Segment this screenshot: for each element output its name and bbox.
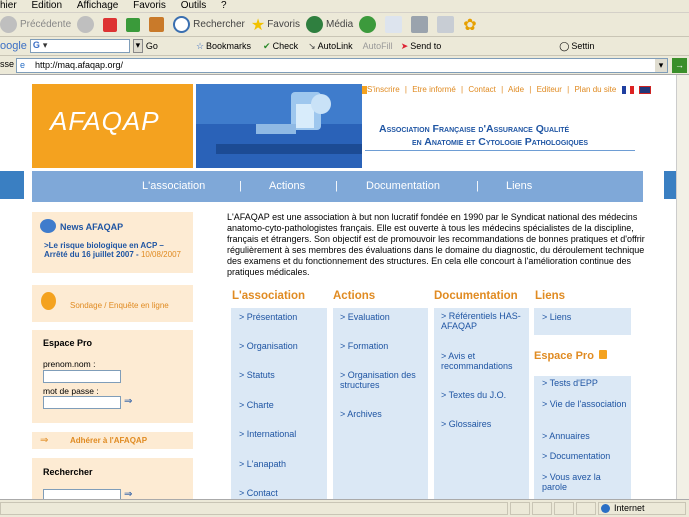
link-formation[interactable]: > Formation [340, 341, 389, 351]
forward-arrow-icon [77, 16, 94, 33]
news-icon [40, 219, 56, 233]
stay-informed-link[interactable]: Etre informé [412, 85, 456, 94]
link-presentation[interactable]: > Présentation [239, 312, 298, 322]
sep: | [567, 85, 570, 94]
microscope-image [196, 84, 362, 168]
link-documentation[interactable]: > Documentation [542, 451, 611, 461]
link-organisation[interactable]: > Organisation [239, 341, 298, 351]
nav-sep: | [239, 180, 242, 192]
sep: | [529, 85, 532, 94]
toolbar [0, 13, 689, 37]
search-panel [32, 458, 193, 499]
search-icon [173, 16, 190, 33]
refresh-button[interactable] [126, 18, 143, 32]
autofill-button[interactable]: AutoFill [362, 41, 393, 51]
link-annuaires[interactable]: > Annuaires [542, 431, 590, 441]
sep: | [461, 85, 464, 94]
sendto-button[interactable]: Send to [410, 41, 442, 51]
link-evaluation[interactable]: > Evaluation [340, 312, 390, 322]
history-icon [359, 16, 376, 33]
uk-flag-icon[interactable] [639, 86, 651, 94]
autolink-button[interactable]: AutoLink [317, 41, 353, 51]
link-international[interactable]: > International [239, 429, 297, 439]
main-nav [32, 171, 643, 202]
col-head-liens[interactable]: Liens [535, 290, 566, 302]
french-flag-icon[interactable] [622, 86, 634, 94]
login-input[interactable] [43, 370, 121, 383]
password-label: mot de passe : [43, 386, 99, 396]
survey-icon [41, 292, 56, 310]
messenger-button[interactable] [463, 15, 476, 35]
menu-bar [0, 0, 689, 13]
logo-text: AFAQAP [50, 106, 160, 136]
link-avis[interactable]: > Avis et recommandations [441, 351, 513, 371]
menu-view[interactable]: Affichage [76, 0, 119, 11]
microscope-banner [196, 84, 362, 168]
nav-documentation[interactable]: Documentation [366, 180, 440, 192]
nav-sep: | [335, 180, 338, 192]
login-label: prenom.nom : [43, 359, 96, 369]
print-button[interactable] [411, 16, 431, 33]
status-cell [576, 502, 596, 515]
spellcheck-icon: ✔ [263, 40, 271, 51]
status-cell [554, 502, 574, 515]
search-button[interactable]: Rechercher [173, 16, 245, 33]
page-viewport [0, 75, 689, 499]
check-button[interactable]: Check [272, 41, 299, 51]
nav-sep: | [476, 180, 479, 192]
address-label: sse [0, 59, 15, 69]
news-panel [32, 212, 193, 273]
join-link[interactable]: Adhérer à l'AFAQAP [70, 436, 148, 445]
contact-link[interactable]: Contact [468, 85, 496, 94]
menu-favorites[interactable]: Favoris [133, 0, 166, 11]
link-referentiels[interactable]: > Référentiels HAS-AFAQAP [441, 311, 521, 331]
mail-button[interactable] [385, 16, 405, 33]
password-input[interactable] [43, 396, 121, 409]
address-dropdown-icon[interactable]: ▾ [655, 59, 667, 72]
status-bar [0, 499, 689, 517]
link-textes-jo[interactable]: > Textes du J.O. [441, 390, 507, 400]
search-title: Rechercher [43, 467, 93, 477]
orange-square-icon [362, 86, 367, 94]
link-organisation-structures[interactable]: > Organisation des structures [340, 370, 416, 390]
google-logo: oogle [0, 40, 27, 52]
history-button[interactable] [359, 16, 379, 33]
espacepro-heading: Espace Pro [534, 350, 594, 362]
site-search-input[interactable] [43, 489, 121, 499]
col-head-actions[interactable]: Actions [333, 290, 376, 302]
link-archives[interactable]: > Archives [340, 409, 382, 419]
intro-text: L'AFAQAP est une association à but non lucratif fondée en 1990 par le Syndicat national des médecins anatomo-cyto-pathologistes français. Elle est ouverte à tous les médecins spécialistes de la discipline, français et étrangers. Son objectif est de promouvoir les recommandations de bonnes pratiques et d'offrir régulièrement à ses membres des évaluations dans le domaine du diagnostic, du déroulement technique des examens et du fonctionnement des structures. En cela elle concourt à l'amélioration continue des pratiques médicales. [227, 212, 645, 277]
google-search-box[interactable] [30, 39, 130, 53]
back-button[interactable]: Précédente [0, 16, 71, 33]
google-toolbar [0, 37, 689, 56]
organization-name: Association Française d'Assurance Qualité en Anatomie et Cytologie Pathologiques [379, 123, 589, 148]
top-links [367, 85, 654, 94]
autolink-icon: ↘ [308, 40, 316, 51]
divider [365, 150, 635, 151]
register-link[interactable]: S'inscrire [367, 85, 400, 94]
mail-icon [385, 16, 402, 33]
home-button[interactable] [149, 17, 167, 32]
status-cell [0, 502, 508, 515]
stop-icon [103, 18, 117, 32]
join-panel[interactable] [32, 432, 193, 449]
news-item-link[interactable]: >Le risque biologique en ACP – Arrêté du 16 juillet 2007 - 10/08/2007 [44, 241, 181, 259]
sep: | [501, 85, 504, 94]
afaqap-logo[interactable] [32, 84, 193, 168]
login-panel [32, 330, 193, 423]
google-go-button[interactable]: Go [145, 41, 158, 51]
survey-link[interactable]: Sondage / Enquête en ligne [70, 301, 169, 310]
lock-icon [599, 350, 607, 359]
menu-file[interactable]: hier [0, 0, 17, 11]
forward-button[interactable] [77, 16, 97, 33]
globe-icon [601, 504, 610, 513]
sep: | [404, 85, 407, 94]
star-icon: ★ [250, 16, 266, 34]
print-icon [411, 16, 428, 33]
zone-label: Internet [614, 503, 645, 513]
address-input[interactable]: e http://maq.afaqap.org/ ▾ [16, 58, 668, 73]
news-title: News AFAQAP [60, 222, 124, 232]
edit-button[interactable] [437, 16, 457, 33]
login-submit-arrow-icon[interactable]: ⇒ [124, 396, 133, 407]
survey-panel[interactable] [32, 285, 193, 322]
login-title: Espace Pro [43, 338, 93, 348]
page [24, 75, 664, 499]
address-bar [0, 56, 689, 75]
menu-help[interactable]: ? [221, 0, 227, 11]
ie-page-icon: e [20, 60, 26, 70]
media-button[interactable]: Média [306, 16, 353, 33]
nav-actions[interactable]: Actions [269, 180, 306, 192]
back-arrow-icon [0, 16, 17, 33]
home-icon [149, 17, 164, 32]
nav-links[interactable]: Liens [506, 180, 533, 192]
link-contact[interactable]: > Contact [239, 488, 278, 498]
link-glossaires[interactable]: > Glossaires [441, 419, 492, 429]
sendto-icon: ➤ [400, 40, 409, 51]
dropdown-icon[interactable]: ▾ [42, 40, 48, 50]
messenger-icon: ✿ [463, 16, 477, 34]
bookmarks-button[interactable]: Bookmarks [206, 41, 252, 51]
vertical-scrollbar[interactable] [676, 75, 689, 499]
link-tests-epp[interactable]: > Tests d'EPP [542, 378, 598, 388]
stop-button[interactable] [103, 18, 120, 32]
menu-edit[interactable]: Edition [31, 0, 63, 11]
status-cell [510, 502, 530, 515]
edit-icon [437, 16, 454, 33]
menu-tools[interactable]: Outils [180, 0, 207, 11]
documentation-box [434, 308, 529, 499]
dropdown-icon[interactable]: ▾ [133, 39, 143, 53]
status-cell [532, 502, 552, 515]
help-link[interactable]: Aide [508, 85, 525, 94]
link-vous-avez-la-parole[interactable]: > Vous avez la parole [542, 472, 601, 492]
link-vie-association[interactable]: > Vie de l'association [542, 399, 627, 409]
link-liens[interactable]: > Liens [542, 312, 572, 322]
sitemap-link[interactable]: Plan du site [574, 85, 617, 94]
join-arrow-icon: ⇒ [40, 435, 49, 446]
refresh-icon [126, 18, 140, 32]
search-submit-arrow-icon[interactable]: ⇒ [124, 489, 133, 499]
bookmark-star-icon: ☆ [195, 40, 205, 51]
link-charte[interactable]: > Charte [239, 400, 274, 410]
actions-box [333, 308, 428, 499]
settings-icon: ◯ [559, 40, 570, 51]
nav-association[interactable]: L'association [142, 180, 206, 192]
col-head-association[interactable]: L'association [232, 290, 306, 302]
link-anapath[interactable]: > L'anapath [239, 459, 287, 469]
editor-link[interactable]: Editeur [536, 85, 562, 94]
favorites-button[interactable]: ★ Favoris [250, 16, 300, 34]
settings-button[interactable]: Settin [571, 41, 595, 51]
link-statuts[interactable]: > Statuts [239, 370, 275, 380]
zone-cell [598, 502, 686, 515]
media-icon [306, 16, 323, 33]
go-button[interactable]: → [672, 58, 687, 73]
col-head-documentation[interactable]: Documentation [434, 290, 518, 302]
google-g-icon: G [32, 40, 40, 50]
